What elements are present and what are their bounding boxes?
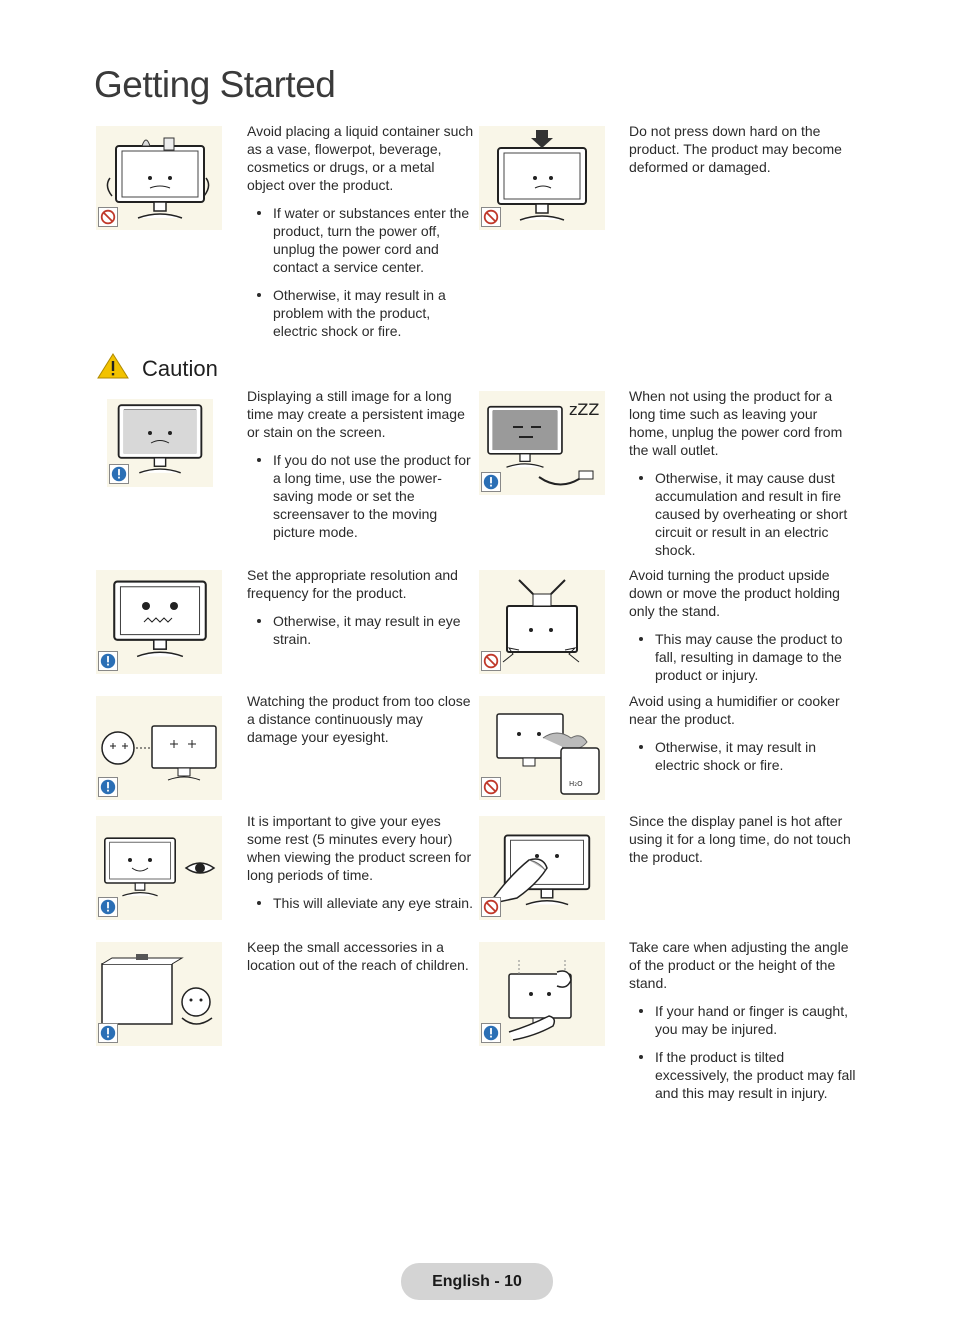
item-text: Do not press down hard on the product. The product may become deformed or damaged. (629, 123, 842, 175)
bullet: Otherwise, it may result in eye strain. (273, 612, 475, 648)
bullet: This will alleviate any eye strain. (273, 894, 475, 912)
item-text: Keep the small accessories in a location out of the reach of children. (247, 939, 469, 973)
safety-item (247, 387, 475, 551)
page-footer: English - 10 (401, 1263, 553, 1300)
item-text: Avoid using a humidifier or cooker near the product. (629, 693, 840, 727)
prohibited-icon (481, 897, 501, 917)
safety-item (629, 566, 857, 694)
item-text: Watching the product from too close a distance continuously may damage your eyesight. (247, 693, 471, 745)
bullet: Otherwise, it may result in a problem with the product, electric shock or fire. (273, 286, 475, 340)
illustration-liquid-container (96, 126, 222, 230)
caution-icon (98, 777, 118, 797)
caution-icon (98, 897, 118, 917)
caution-icon (481, 472, 501, 492)
illustration-unplug (479, 391, 605, 495)
safety-item (629, 387, 857, 569)
caution-icon (98, 651, 118, 671)
safety-item (629, 692, 857, 784)
illustration-small-accessories (96, 942, 222, 1046)
safety-item (247, 812, 475, 922)
illustration-resolution (96, 570, 222, 674)
caution-heading (96, 352, 218, 382)
illustration-eye-rest (96, 816, 222, 920)
safety-item (247, 122, 475, 350)
caution-icon (481, 1023, 501, 1043)
bullet: If water or substances enter the product, turn the power off, unplug the power cord and contact a service center. (273, 204, 475, 276)
svg-text:zZZ: zZZ (569, 400, 600, 419)
bullet: If your hand or finger is caught, you may be injured. (655, 1002, 857, 1038)
safety-item (629, 122, 857, 176)
page-title: Getting Started (94, 64, 336, 105)
prohibited-icon (481, 207, 501, 227)
item-text: Avoid placing a liquid container such as a vase, flowerpot, beverage, cosmetics or drugs, or a metal object over the product. (247, 123, 474, 193)
prohibited-icon (98, 207, 118, 227)
illustration-still-image (107, 399, 213, 487)
bullet: Otherwise, it may cause dust accumulation and result in fire caused by overheating or short circuit or result in an electric shock. (655, 469, 857, 559)
warning-triangle-icon (96, 352, 130, 380)
illustration-press-down (479, 126, 605, 230)
illustration-upside-down (479, 570, 605, 674)
safety-item (247, 938, 479, 974)
bullet: If you do not use the product for a long time, use the power-saving mode or set the screensaver to the moving picture mode. (273, 451, 475, 541)
caution-label: Caution (142, 356, 218, 381)
humidifier-label: H₂O (569, 780, 583, 788)
illustration-viewing-distance (96, 696, 222, 800)
prohibited-icon (481, 651, 501, 671)
illustration-hot-panel (479, 816, 605, 920)
safety-item (629, 812, 857, 866)
illustration-humidifier (479, 696, 605, 800)
item-text: Set the appropriate resolution and frequency for the product. (247, 567, 458, 601)
illustration-adjust-angle (479, 942, 605, 1046)
safety-item (247, 692, 475, 746)
caution-icon (109, 464, 129, 484)
bullet: Otherwise, it may result in electric shock or fire. (655, 738, 857, 774)
item-text: Avoid turning the product upside down or move the product holding only the stand. (629, 567, 840, 619)
item-text: When not using the product for a long time such as leaving your home, unplug the power cord from the wall outlet. (629, 388, 843, 458)
prohibited-icon (481, 777, 501, 797)
item-text: Displaying a still image for a long time may create a persistent image or stain on the screen. (247, 388, 465, 440)
item-text: Since the display panel is hot after using it for a long time, do not touch the product. (629, 813, 851, 865)
safety-item (247, 566, 475, 658)
bullet: If the product is tilted excessively, the product may fall and this may result in injury. (655, 1049, 856, 1101)
item-text: Take care when adjusting the angle of the product or the height of the stand. (629, 939, 849, 991)
item-text: It is important to give your eyes some rest (5 minutes every hour) when viewing the product screen for long periods of time. (247, 813, 472, 883)
safety-item (629, 938, 857, 1112)
bullet: This may cause the product to fall, resulting in damage to the product or injury. (655, 630, 857, 684)
caution-icon (98, 1023, 118, 1043)
